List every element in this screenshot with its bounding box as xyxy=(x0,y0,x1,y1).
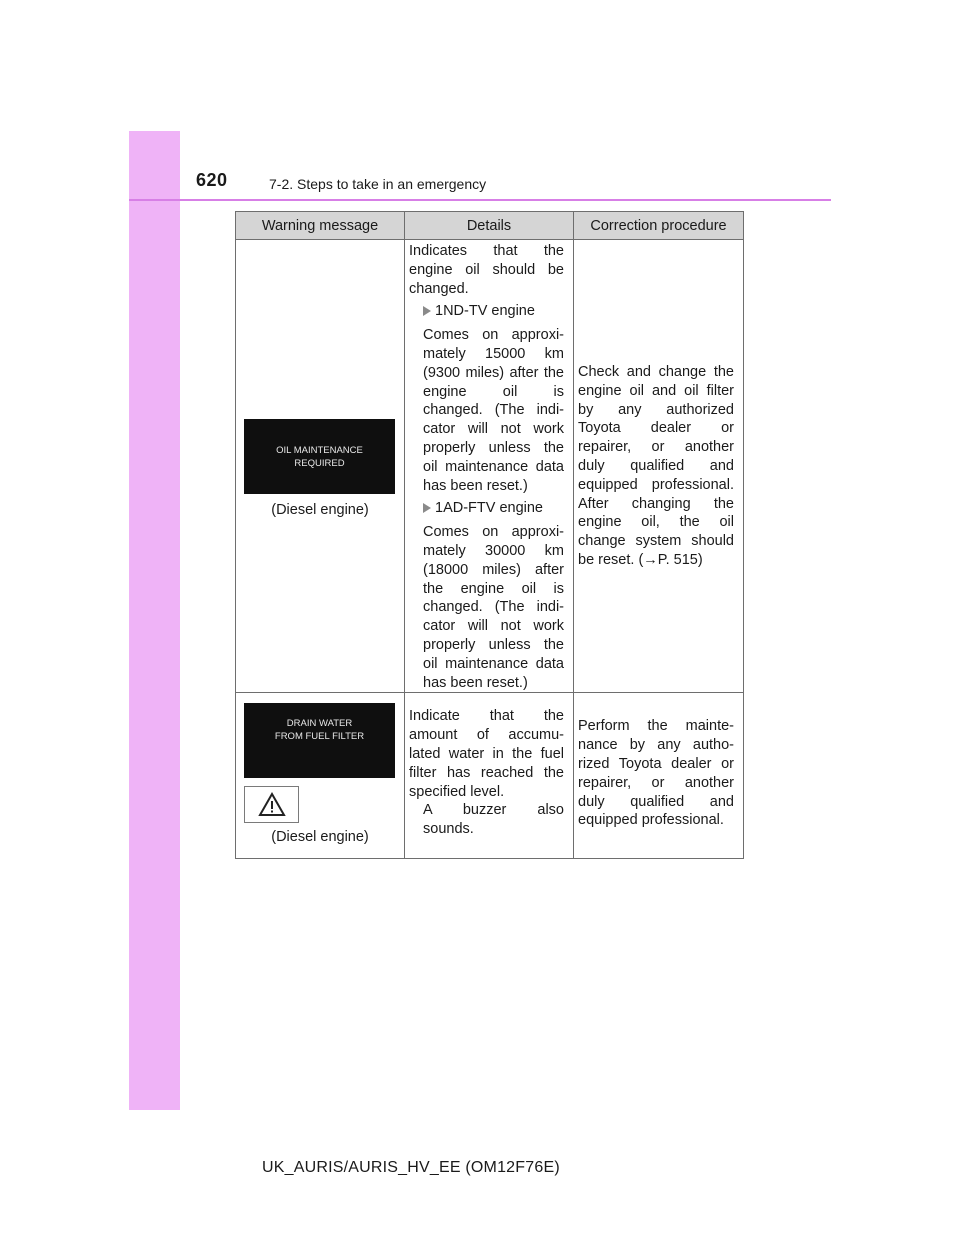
details-line: mately 15000 km xyxy=(423,345,564,362)
correction-line: rized Toyota dealer or xyxy=(578,755,734,772)
details-line: filter has reached the xyxy=(409,764,564,781)
details-cell xyxy=(405,240,574,693)
details-line: Indicates that the xyxy=(409,243,564,259)
details-line: oil maintenance data xyxy=(423,655,564,672)
details-line: oil maintenance data xyxy=(423,458,564,475)
correction-line: equipped professional. xyxy=(578,476,734,493)
correction-cell xyxy=(574,240,744,693)
correction-line: engine oil, the oil xyxy=(578,514,734,531)
page-number: 620 xyxy=(196,170,228,190)
correction-line: Toyota dealer or xyxy=(578,420,734,437)
col-header-details: Details xyxy=(405,212,574,240)
correction-line: nance by any autho- xyxy=(578,737,734,754)
details-line: changed. (The indi- xyxy=(423,599,564,616)
correction-line: Check and change the xyxy=(578,364,734,380)
details-line: changed. xyxy=(409,280,469,297)
table-header-row xyxy=(236,212,744,240)
details-line: Comes on approxi- xyxy=(423,327,564,344)
table-row xyxy=(236,240,744,693)
side-color-band xyxy=(129,131,180,1110)
bullet-triangle-icon xyxy=(423,503,431,513)
correction-line: duly qualified and xyxy=(578,457,734,474)
correction-line: Perform the mainte- xyxy=(578,718,734,735)
engine-bullet xyxy=(409,302,564,321)
correction-cell xyxy=(574,693,744,859)
table-row xyxy=(236,693,744,859)
details-line: cator will not work xyxy=(423,618,564,635)
engine-label: 1ND-TV engine xyxy=(435,303,535,320)
bullet-triangle-icon xyxy=(423,306,431,316)
screen-line: FROM FUEL FILTER xyxy=(274,730,365,742)
warning-table xyxy=(235,211,744,859)
warning-triangle-icon xyxy=(258,792,286,817)
col-header-warning-message: Warning message xyxy=(236,212,405,240)
correction-line: be reset. (→P. 515) xyxy=(578,551,703,568)
details-line: specified level. xyxy=(409,783,505,800)
warning-symbol-box xyxy=(244,786,299,823)
screen-line: DRAIN WATER xyxy=(286,717,353,729)
details-line: has been reset.) xyxy=(423,674,528,691)
details-line: lated water in the fuel xyxy=(409,745,564,762)
details-line: (9300 miles) after the xyxy=(423,364,564,381)
header-rule xyxy=(129,199,831,201)
screen-line: OIL MAINTENANCE xyxy=(276,444,363,456)
col-header-correction: Correction procedure xyxy=(574,212,744,240)
details-line: A buzzer also xyxy=(423,802,564,819)
footer-manual-code: UK_AURIS/AURIS_HV_EE (OM12F76E) xyxy=(262,1159,560,1176)
engine-label: 1AD-FTV engine xyxy=(435,500,543,517)
details-line: Indicate that the xyxy=(409,708,564,725)
details-line: properly unless the xyxy=(423,636,564,653)
correction-line: repairer, or another xyxy=(578,439,734,456)
display-screen-image xyxy=(244,419,395,494)
screen-line: REQUIRED xyxy=(294,457,345,469)
details-line: engine oil is xyxy=(423,383,564,400)
details-line: cator will not work xyxy=(423,421,564,438)
warning-cell xyxy=(236,240,405,693)
correction-line: After changing the xyxy=(578,495,734,512)
details-line: Comes on approxi- xyxy=(423,524,564,541)
correction-line: by any authorized xyxy=(578,401,734,418)
engine-caption: (Diesel engine) xyxy=(271,502,369,518)
engine-bullet xyxy=(409,499,564,518)
details-line: amount of accumu- xyxy=(409,727,564,744)
correction-line: repairer, or another xyxy=(578,774,734,791)
correction-line: engine oil and oil filter xyxy=(578,382,734,399)
engine-caption: (Diesel engine) xyxy=(271,829,369,846)
details-line: engine oil should be xyxy=(409,261,564,278)
correction-line: equipped professional. xyxy=(578,812,724,829)
details-line: sounds. xyxy=(423,821,474,838)
details-line: (18000 miles) after xyxy=(423,561,564,578)
correction-line: change system should xyxy=(578,533,734,550)
details-line: mately 30000 km xyxy=(423,542,564,559)
details-line: changed. (The indi- xyxy=(423,402,564,419)
details-line: properly unless the xyxy=(423,439,564,456)
warning-cell xyxy=(236,693,405,859)
correction-line: duly qualified and xyxy=(578,793,734,810)
details-line: has been reset.) xyxy=(423,477,528,494)
display-screen-image xyxy=(244,703,395,778)
details-cell xyxy=(405,693,574,859)
details-line: the engine oil is xyxy=(423,580,564,597)
section-title: 7-2. Steps to take in an emergency xyxy=(269,176,487,192)
